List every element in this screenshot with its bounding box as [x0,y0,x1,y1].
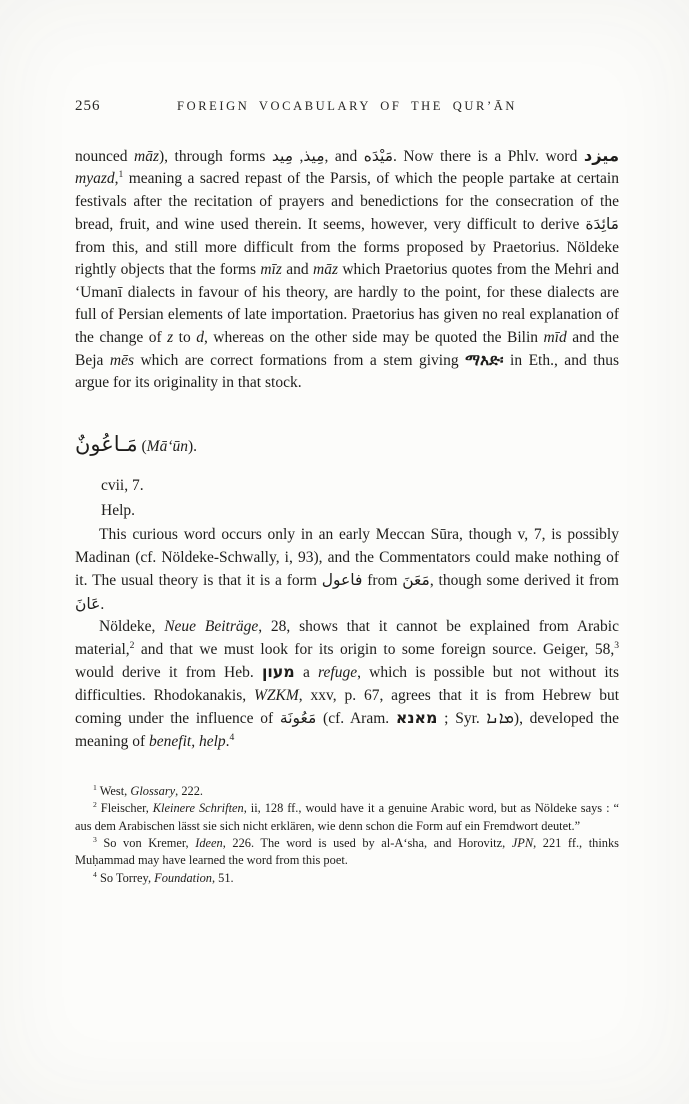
running-head [75,96,619,118]
running-title: FOREIGN VOCABULARY OF THE QUR’ĀN [177,99,517,113]
paragraph-continuation: nounced māz), through forms مِيذ, مِيد , and مَيْدَه. Now there is a Phlv. word ميزد myazd,$^1$ meaning a sacred repast of the Parsis, of which the people partake at certain festivals after the recitation of prayers and benedictions for the consecration of the bread, fruit, and wine used therein. It seems, however, very difficult to derive مَائِدَة from this, and still more difficult from the forms proposed by Praetorius. Nöldeke rightly objects that the forms mīz and māz which Praetorius quotes from the Mehri and ‘Umanī dialects in favour of his theory, are hardly to the point, for these dialects are full of Persian elements of late importation. Praetorius has given no real explanation of the change of z to d, whereas on the other side may be quoted the Bilin mīd and the Beja mēs which are correct formations from a stem giving ማእድ፡ in Eth., and thus argue for its originality in that stock. [75,145,620,392]
paragraph: Nöldeke, Neue Beiträge, 28, shows that it cannot be explained from Arabic material,$^2$ and that we must look for its origin to some foreign source. Geiger, 58,$^3$ would derive it from Heb. מעון a refuge, which is possible but not without its difficulties. Rhodokanakis, WZKM, xxv, p. 67, agrees that it is from Hebrew but coming under the influence of مَعُونَة (cf. Aram. מאנא ; Syr. ܡܐܢܐ), developed the meaning of benefit, help.$^4$ [75,618,620,750]
page-number: 256 [75,98,101,114]
footnote-4: $^4$ So Torrey, Foundation, 51. [93,869,234,885]
footnote-3: $^3$ So von Kremer, Ideen, 226. The word is used by al-A‘sha, and Horovitz, JPN, 221 ff., thinks Muḥammad may have learned the word from this poet. [75,834,620,868]
footnote-2: $^2$ Fleischer, Kleinere Schriften, ii, 128 ff., would have it a genuine Arabic word, but as Nöldeke says : “ aus dem Arabischen lässt sie sich nicht erklären, wie denn schon die Form auf ein Fremdwort deutet.” [75,800,619,833]
paragraph: This curious word occurs only in an early Meccan Sūra, though v, 7, is possibly Madinan (cf. Nöldeke-Schwally, i, 93), and the Commentators could make nothing of it. The usual theory is that it is a form فاعول from مَعَنَ, though some derived it from عَانَ. [75,526,619,613]
footnote-section [75,783,619,887]
verse-reference: cvii, 7. [101,477,144,495]
page-content [75,96,619,887]
entry-heading: مَـاعُونٌ (Mā‘ūn). [75,431,198,456]
footnote-1: $^1$ West, Glossary, 222. [93,782,204,798]
gloss: Help. [101,501,136,519]
